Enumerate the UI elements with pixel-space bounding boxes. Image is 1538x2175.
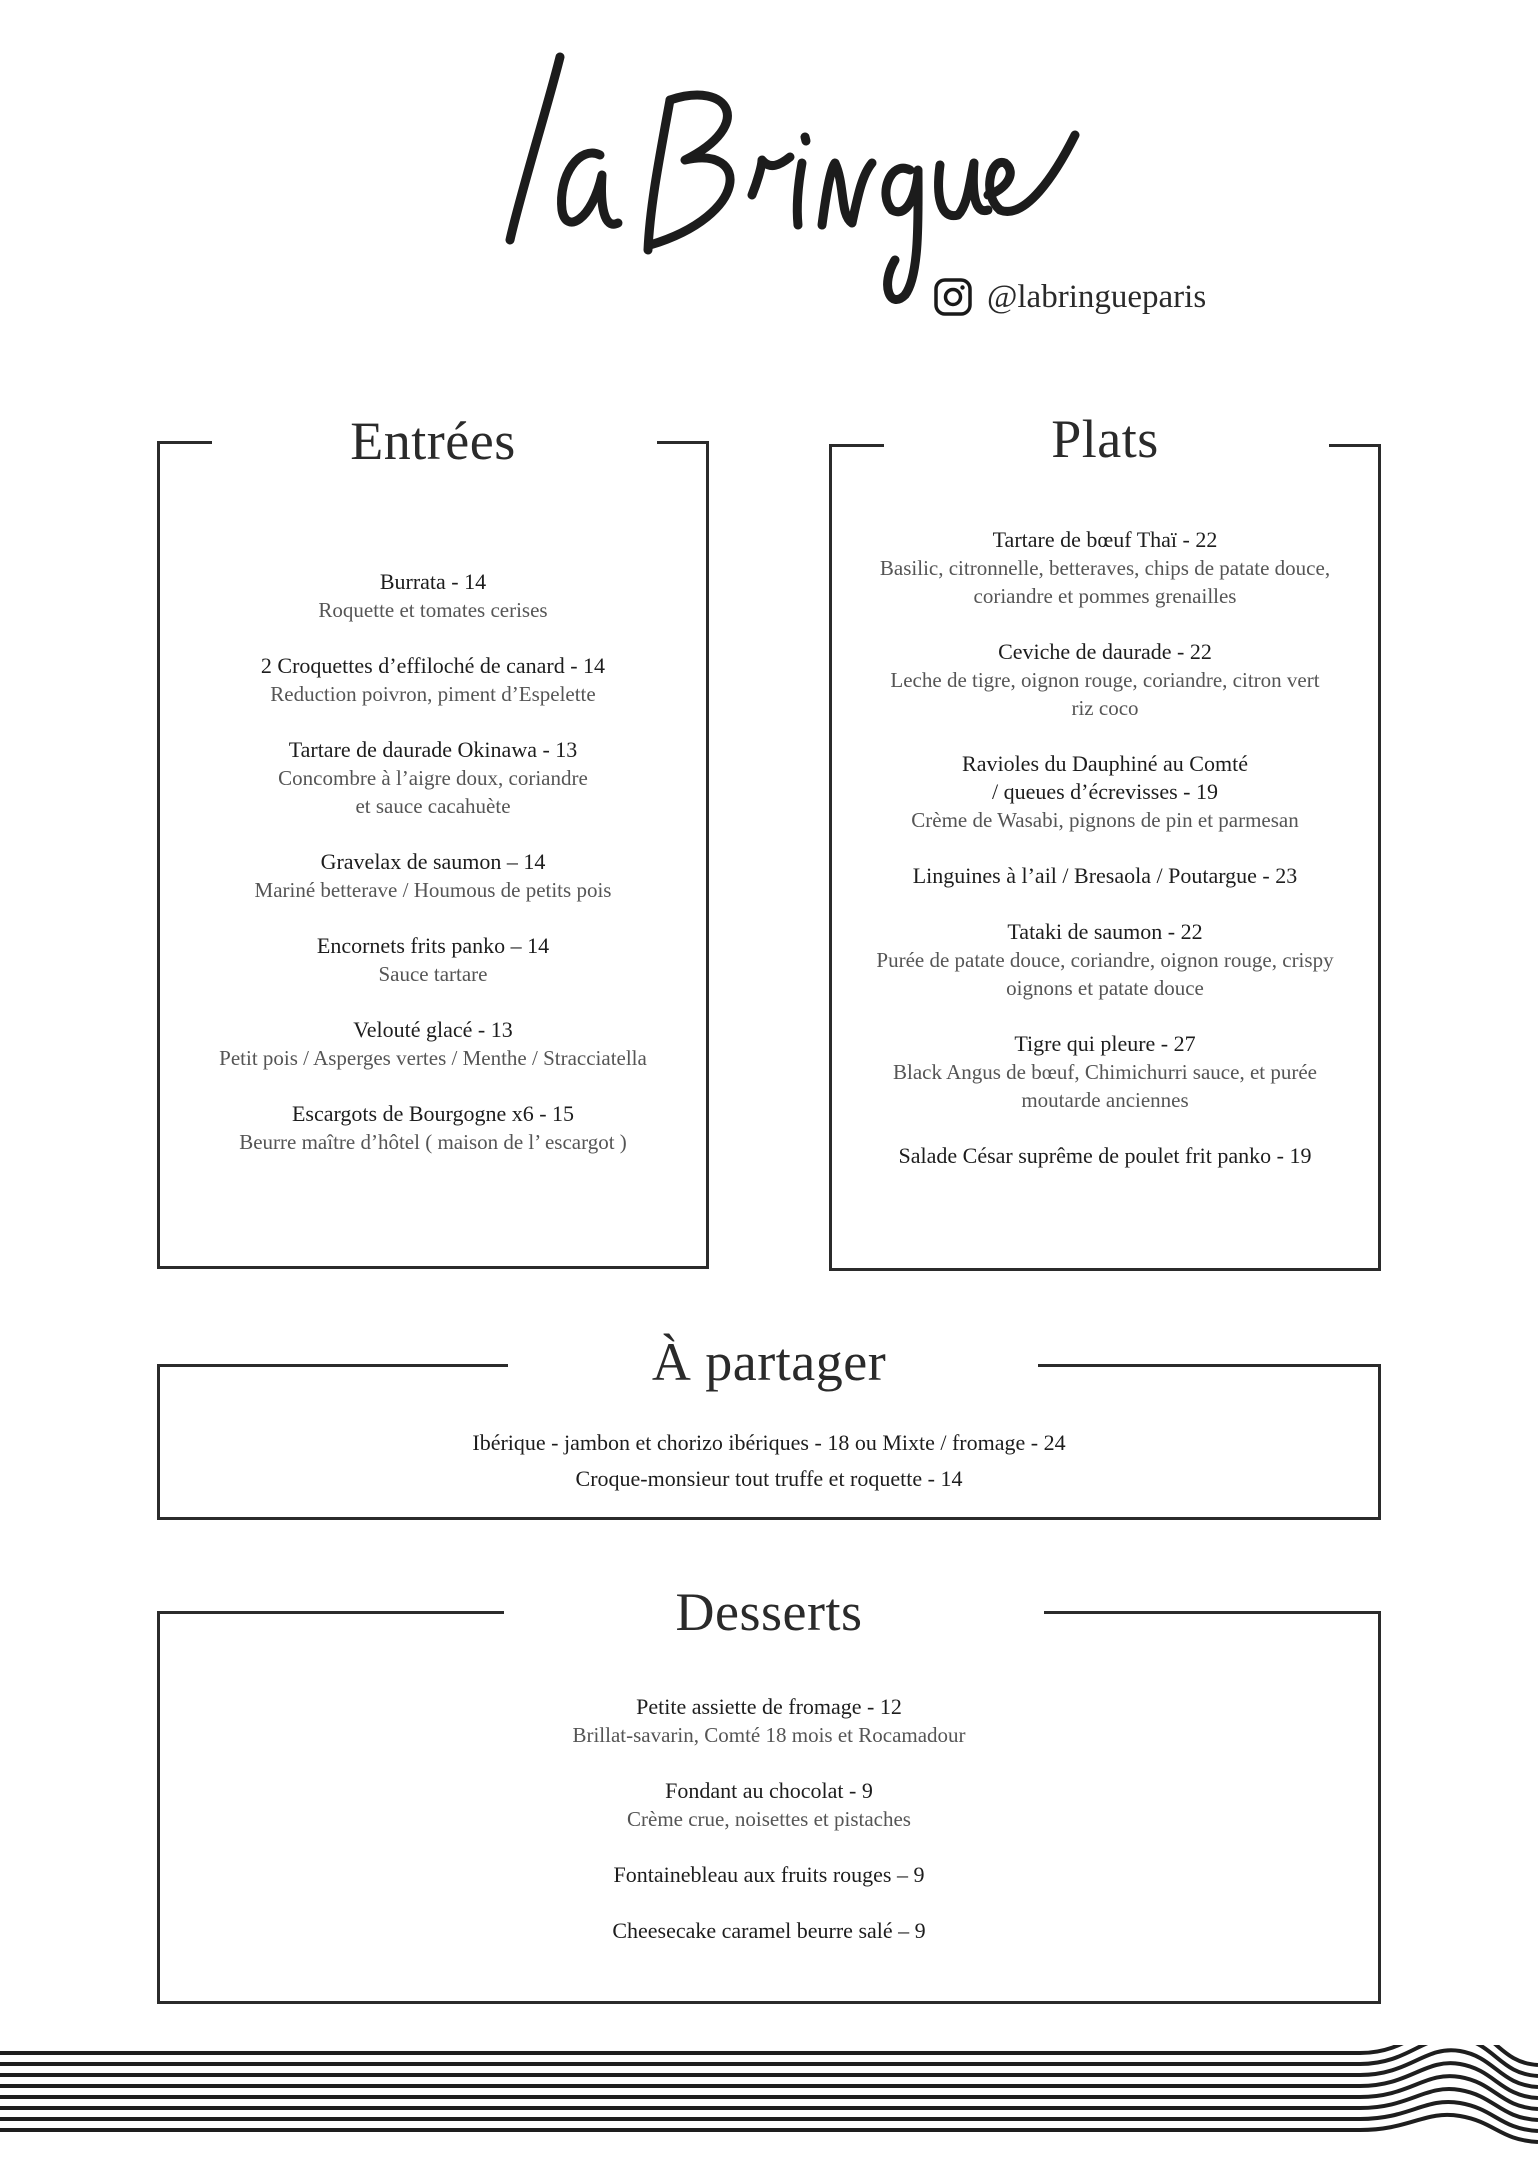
decorative-stripes (0, 2045, 1538, 2175)
entrees-list (160, 568, 706, 1184)
dessert-item (160, 1693, 1378, 1749)
dish-name: 2 Croquettes d’effiloché de canard - 14 (260, 653, 606, 678)
dish-name: Fondant au chocolat - 9 (665, 1778, 873, 1803)
dish-name: Cheesecake caramel beurre salé – 9 (612, 1918, 926, 1943)
dish-description: Petit pois / Asperges vertes / Menthe / Stracciatella (219, 1046, 647, 1070)
partager-list (160, 1425, 1378, 1497)
entrees-title: Entrées (350, 411, 516, 471)
dish-description: Roquette et tomates cerises (318, 598, 548, 622)
dish-description: oignons et patate douce (1006, 976, 1204, 1000)
dish-description: Crème crue, noisettes et pistaches (627, 1807, 911, 1831)
entree-item (160, 652, 706, 708)
dish-description: Brillat-savarin, Comté 18 mois et Rocamadour (572, 1723, 966, 1747)
plats-title: Plats (1051, 409, 1159, 469)
dish-name: Tataki de saumon - 22 (1007, 919, 1203, 944)
plats-section (829, 409, 1381, 1271)
dish-description: coriandre et pommes grenailles (973, 584, 1237, 608)
entrees-section (157, 411, 709, 1269)
stripe-line (0, 2063, 1538, 2098)
stripe-line (0, 2089, 1538, 2120)
dish-description: Reduction poivron, piment d’Espelette (270, 682, 596, 706)
dish-name: Velouté glacé - 13 (353, 1017, 513, 1042)
dish-description: Basilic, citronnelle, betteraves, chips de patate douce, (879, 556, 1331, 580)
plats-list (832, 526, 1378, 1198)
dish-name: Ravioles du Dauphiné au Comté (962, 751, 1248, 776)
dish-description: Sauce tartare (378, 962, 488, 986)
dish-name-continued: / queues d’écrevisses - 19 (991, 779, 1219, 804)
plat-item (832, 1142, 1378, 1170)
dish-name: Burrata - 14 (379, 569, 487, 594)
dish-description: Black Angus de bœuf, Chimichurri sauce, et purée (893, 1060, 1317, 1084)
desserts-section (157, 1582, 1381, 2004)
dish-description: Beurre maître d’hôtel ( maison de l’ escargot ) (239, 1130, 627, 1154)
dish-description: Concombre à l’aigre doux, coriandre (278, 766, 588, 790)
stripe-line (0, 2050, 1538, 2087)
entree-item (160, 568, 706, 624)
entree-item (160, 736, 706, 820)
dish-name: Escargots de Bourgogne x6 - 15 (291, 1101, 575, 1126)
dish-name: Tartare de daurade Okinawa - 13 (288, 737, 578, 762)
partager-line: Croque-monsieur tout truffe et roquette - 14 (575, 1466, 963, 1491)
social-handle[interactable] (933, 277, 1206, 317)
plat-item (832, 638, 1378, 722)
dish-name: Ceviche de daurade - 22 (998, 639, 1212, 664)
dish-description: Crème de Wasabi, pignons de pin et parmesan (911, 808, 1299, 832)
instagram-icon (933, 277, 973, 317)
entree-item (160, 848, 706, 904)
partager-line: Ibérique - jambon et chorizo ibériques - 18 ou Mixte / fromage - 24 (472, 1430, 1066, 1455)
stripe-line (0, 2076, 1538, 2109)
entree-item (160, 1016, 706, 1072)
desserts-list (160, 1693, 1378, 1973)
dish-name: Tigre qui pleure - 27 (1014, 1031, 1196, 1056)
plat-item (832, 1030, 1378, 1114)
dish-name: Gravelax de saumon – 14 (320, 849, 546, 874)
dish-name: Linguines à l’ail / Bresaola / Poutargue - 23 (912, 863, 1298, 888)
desserts-title: Desserts (675, 1582, 863, 1642)
dish-name: Salade César suprême de poulet frit panko - 19 (898, 1143, 1312, 1168)
dessert-item (160, 1861, 1378, 1889)
dish-description: riz coco (1071, 696, 1139, 720)
dish-description: et sauce cacahuète (355, 794, 511, 818)
plat-item (832, 750, 1378, 834)
dish-description: Leche de tigre, oignon rouge, coriandre, citron vert (890, 668, 1320, 692)
plat-item (832, 862, 1378, 890)
dish-description: Mariné betterave / Houmous de petits pois (254, 878, 612, 902)
entree-item (160, 932, 706, 988)
dish-description: Purée de patate douce, coriandre, oignon rouge, crispy (876, 948, 1334, 972)
partager-section (157, 1332, 1381, 1520)
dish-name: Petite assiette de fromage - 12 (636, 1694, 902, 1719)
dish-name: Fontainebleau aux fruits rouges – 9 (613, 1862, 925, 1887)
dessert-item (160, 1777, 1378, 1833)
dish-description: moutarde anciennes (1021, 1088, 1189, 1112)
dish-name: Encornets frits panko – 14 (316, 933, 550, 958)
partager-title: À partager (651, 1332, 887, 1392)
dish-name: Tartare de bœuf Thaï - 22 (992, 527, 1218, 552)
social-handle-text: @labringueparis (987, 278, 1207, 315)
stripe-line (0, 2045, 1538, 2076)
dessert-item (160, 1917, 1378, 1945)
plat-item (832, 918, 1378, 1002)
entree-item (160, 1100, 706, 1156)
plat-item (832, 526, 1378, 610)
